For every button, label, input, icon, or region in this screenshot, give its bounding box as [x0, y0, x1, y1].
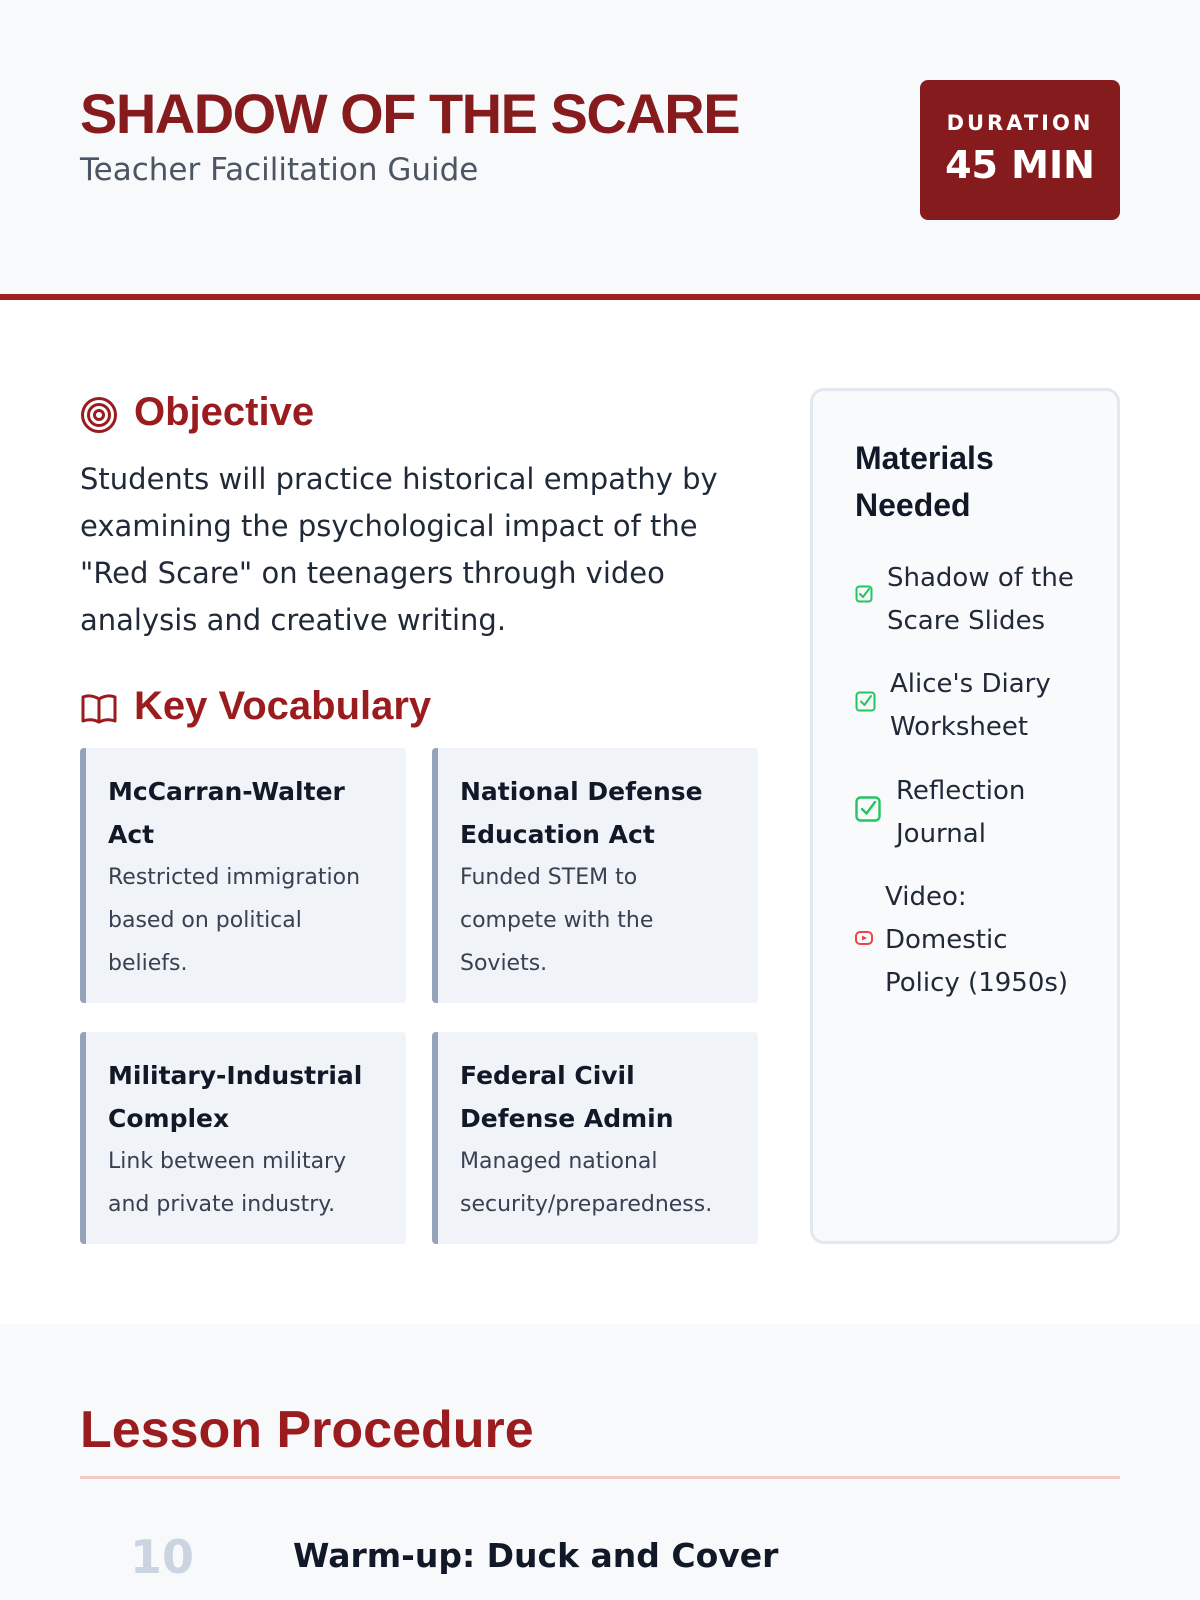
vocab-term: National Defense Education Act — [460, 777, 703, 849]
duration-badge — [920, 80, 1120, 220]
procedure-heading: Lesson Procedure — [80, 1401, 534, 1459]
material-label: Video: Domestic Policy (1950s) — [885, 882, 1069, 998]
vocab-card — [80, 1032, 406, 1244]
checkbox-icon — [855, 796, 881, 822]
vocab-definition: Funded STEM to compete with the Soviets. — [460, 865, 654, 976]
header — [0, 0, 1200, 300]
vocab-card — [80, 748, 406, 1003]
vocab-card — [432, 1032, 758, 1244]
duration-value: 45 MIN — [945, 143, 1095, 187]
objective-heading-text: Objective — [134, 390, 315, 434]
material-label: Alice's Diary Worksheet — [890, 669, 1051, 742]
vocab-definition: Restricted immigration based on political beliefs. — [108, 865, 361, 976]
vocab-term: Federal Civil Defense Admin — [460, 1061, 674, 1133]
video-icon — [855, 931, 873, 945]
vocab-term: McCarran-Walter Act — [108, 777, 345, 849]
open-book-icon — [80, 690, 118, 728]
checkbox-icon — [855, 585, 873, 603]
materials-heading: Materials Needed — [855, 440, 994, 523]
checkbox-icon — [855, 691, 876, 712]
target-icon — [80, 396, 118, 434]
step-minutes: 10 — [130, 1530, 195, 1584]
page-title: SHADOW OF THE SCARE — [80, 82, 740, 145]
vocab-definition: Link between military and private industry. — [108, 1149, 347, 1217]
vocab-term: Military-Industrial Complex — [108, 1061, 363, 1133]
objective-text: Students will practice historical empathy by examining the psychological impact of the "Red Scare" on teenagers through video analysis and creative writing. — [80, 462, 718, 637]
page-subtitle: Teacher Facilitation Guide — [80, 152, 479, 188]
vocabulary-heading-text: Key Vocabulary — [134, 684, 432, 728]
vocab-definition: Managed national security/preparedness. — [460, 1149, 713, 1217]
materials-panel — [810, 388, 1120, 1244]
material-label: Shadow of the Scare Slides — [887, 563, 1074, 636]
lesson-procedure-section — [0, 1324, 1200, 1600]
vocab-card — [432, 748, 758, 1003]
step-title: Warm-up: Duck and Cover — [293, 1536, 779, 1575]
material-label: Reflection Journal — [896, 776, 1026, 849]
duration-label: DURATION — [946, 111, 1094, 135]
procedure-divider — [80, 1476, 1120, 1479]
